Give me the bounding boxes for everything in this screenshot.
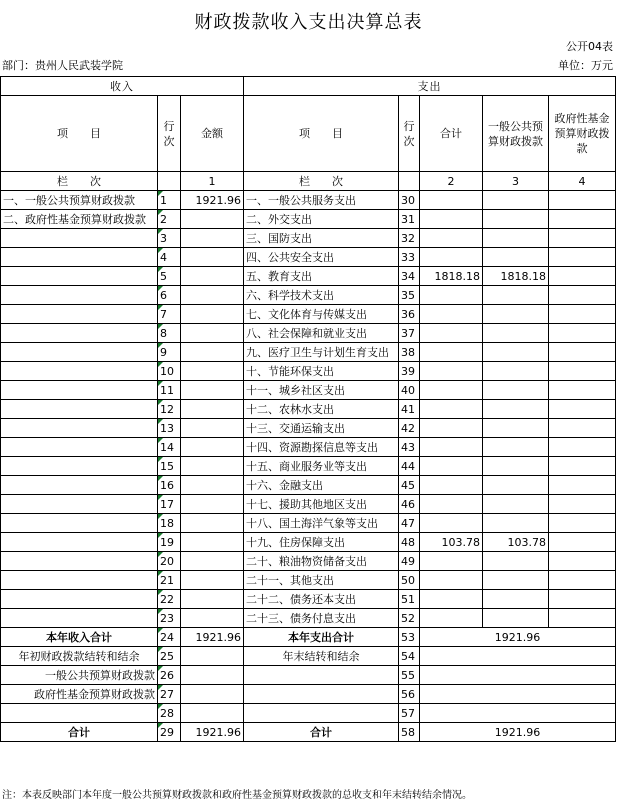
expense-row-no: 32	[399, 229, 420, 248]
carry-income-row-no: 28	[158, 704, 181, 723]
table-row	[1, 514, 616, 533]
income-row-no: 6	[158, 286, 181, 305]
expense-row-no: 35	[399, 286, 420, 305]
income-row-no: 5	[158, 267, 181, 286]
income-amount	[181, 590, 244, 609]
year-total-row	[1, 628, 616, 647]
expense-general	[483, 571, 549, 590]
col-index-general: 3	[483, 172, 549, 191]
income-item	[1, 305, 158, 324]
expense-general	[483, 210, 549, 229]
expense-row-no: 37	[399, 324, 420, 343]
carry-income-item	[1, 704, 158, 723]
expense-total-label: 本年支出合计	[244, 628, 399, 647]
income-item	[1, 438, 158, 457]
income-item	[1, 590, 158, 609]
income-row-no: 12	[158, 400, 181, 419]
expense-item: 十五、商业服务业等支出	[244, 457, 399, 476]
income-item	[1, 609, 158, 628]
expense-general	[483, 400, 549, 419]
grand-total-income-label: 合计	[1, 723, 158, 742]
table-row	[1, 438, 616, 457]
income-row-no: 14	[158, 438, 181, 457]
income-amount	[181, 514, 244, 533]
table-row	[1, 609, 616, 628]
expense-general	[483, 305, 549, 324]
expense-gov-fund	[549, 400, 616, 419]
income-amount	[181, 210, 244, 229]
expense-gov-fund	[549, 438, 616, 457]
expense-total	[420, 552, 483, 571]
income-item	[1, 514, 158, 533]
income-amount	[181, 381, 244, 400]
income-amount	[181, 609, 244, 628]
income-item	[1, 571, 158, 590]
expense-item: 五、教育支出	[244, 267, 399, 286]
expense-gov-fund	[549, 514, 616, 533]
grand-total-expense-row-no: 58	[399, 723, 420, 742]
table-row	[1, 495, 616, 514]
grand-total-income-amount: 1921.96	[181, 723, 244, 742]
expense-item: 十六、金融支出	[244, 476, 399, 495]
expense-general	[483, 362, 549, 381]
expense-item: 二十一、其他支出	[244, 571, 399, 590]
expense-row-no: 51	[399, 590, 420, 609]
grand-total-row	[1, 723, 616, 742]
expense-item: 一、一般公共服务支出	[244, 191, 399, 210]
report-title: 财政拨款收入支出决算总表	[194, 12, 423, 33]
carry-expense-total	[420, 666, 616, 685]
expense-item: 二十三、债务付息支出	[244, 609, 399, 628]
expense-general	[483, 229, 549, 248]
expense-item: 十一、城乡社区支出	[244, 381, 399, 400]
col-index-exp-item: 栏 次	[244, 172, 399, 191]
table-row	[1, 419, 616, 438]
income-item	[1, 229, 158, 248]
expense-total: 1818.18	[420, 267, 483, 286]
income-row-no: 19	[158, 533, 181, 552]
expense-row-no: 52	[399, 609, 420, 628]
expense-total-value: 1921.96	[420, 628, 616, 647]
expense-item: 九、医疗卫生与计划生育支出	[244, 343, 399, 362]
carry-expense-row-no: 56	[399, 685, 420, 704]
expense-general: 1818.18	[483, 267, 549, 286]
expense-gov-fund	[549, 495, 616, 514]
expense-total-row-no: 53	[399, 628, 420, 647]
expense-total	[420, 305, 483, 324]
income-item	[1, 381, 158, 400]
income-item	[1, 552, 158, 571]
income-item	[1, 495, 158, 514]
table-row	[1, 210, 616, 229]
income-amount	[181, 343, 244, 362]
expense-item: 十二、农林水支出	[244, 400, 399, 419]
carry-expense-item: 年末结转和结余	[244, 647, 399, 666]
expense-gov-fund	[549, 419, 616, 438]
expense-total	[420, 590, 483, 609]
table-row	[1, 571, 616, 590]
footnote: 注：本表反映部门本年度一般公共预算财政拨款和政府性基金预算财政拨款的总收支和年末结转结余情况。	[2, 790, 472, 801]
table-row	[1, 191, 616, 210]
income-amount	[181, 457, 244, 476]
expense-item: 二十二、债务还本支出	[244, 590, 399, 609]
income-item	[1, 267, 158, 286]
income-total-row-no: 24	[158, 628, 181, 647]
income-amount	[181, 305, 244, 324]
grand-total-expense-value: 1921.96	[420, 723, 616, 742]
carry-row	[1, 666, 616, 685]
income-item: 二、政府性基金预算财政拨款	[1, 210, 158, 229]
income-amount: 1921.96	[181, 191, 244, 210]
expense-gov-fund	[549, 229, 616, 248]
carry-expense-item	[244, 685, 399, 704]
income-row-no: 2	[158, 210, 181, 229]
table-row	[1, 457, 616, 476]
income-row-no: 21	[158, 571, 181, 590]
income-item	[1, 400, 158, 419]
expense-general	[483, 286, 549, 305]
expense-general	[483, 514, 549, 533]
expense-gov-fund	[549, 210, 616, 229]
expense-row-no: 34	[399, 267, 420, 286]
income-item	[1, 476, 158, 495]
carry-income-amount	[181, 685, 244, 704]
expense-row-no: 42	[399, 419, 420, 438]
income-item	[1, 248, 158, 267]
expense-gov-fund	[549, 552, 616, 571]
income-amount	[181, 324, 244, 343]
expense-item: 四、公共安全支出	[244, 248, 399, 267]
budget-table	[0, 76, 616, 742]
grand-total-income-row-no: 29	[158, 723, 181, 742]
expense-total: 103.78	[420, 533, 483, 552]
expense-row-no: 46	[399, 495, 420, 514]
grand-total-expense-label: 合计	[244, 723, 399, 742]
expense-gov-fund	[549, 267, 616, 286]
expense-item: 二、外交支出	[244, 210, 399, 229]
carry-income-row-no: 25	[158, 647, 181, 666]
carry-expense-total	[420, 647, 616, 666]
income-item: 一、一般公共预算财政拨款	[1, 191, 158, 210]
expense-general	[483, 495, 549, 514]
income-item	[1, 343, 158, 362]
expense-total	[420, 286, 483, 305]
income-row-no: 7	[158, 305, 181, 324]
carry-income-row-no: 27	[158, 685, 181, 704]
income-section-header: 收入	[1, 77, 244, 96]
income-item	[1, 533, 158, 552]
income-total-label: 本年收入合计	[1, 628, 158, 647]
expense-total	[420, 324, 483, 343]
carry-row	[1, 704, 616, 723]
income-row-no: 11	[158, 381, 181, 400]
income-row-no: 3	[158, 229, 181, 248]
income-amount	[181, 362, 244, 381]
expense-row-no: 44	[399, 457, 420, 476]
expense-general	[483, 324, 549, 343]
expense-gov-fund	[549, 533, 616, 552]
expense-item: 十九、住房保障支出	[244, 533, 399, 552]
col-index-blank	[158, 172, 181, 191]
income-amount	[181, 552, 244, 571]
expense-total	[420, 229, 483, 248]
expense-total	[420, 191, 483, 210]
carry-income-item: 政府性基金预算财政拨款	[1, 685, 158, 704]
expense-total	[420, 419, 483, 438]
expense-gov-fund	[549, 324, 616, 343]
income-row-no: 23	[158, 609, 181, 628]
expense-row-no: 43	[399, 438, 420, 457]
carry-expense-item	[244, 666, 399, 685]
income-row-no: 9	[158, 343, 181, 362]
expense-row-no: 40	[399, 381, 420, 400]
table-row	[1, 286, 616, 305]
income-amount	[181, 533, 244, 552]
income-item	[1, 419, 158, 438]
table-row	[1, 362, 616, 381]
expense-total	[420, 210, 483, 229]
expense-general	[483, 476, 549, 495]
table-row	[1, 229, 616, 248]
expense-row-no: 30	[399, 191, 420, 210]
expense-gov-fund	[549, 286, 616, 305]
income-item	[1, 286, 158, 305]
income-item	[1, 362, 158, 381]
expense-total	[420, 495, 483, 514]
expense-item: 十七、援助其他地区支出	[244, 495, 399, 514]
income-row-no: 13	[158, 419, 181, 438]
expense-row-no: 41	[399, 400, 420, 419]
expense-item: 二十、粮油物资储备支出	[244, 552, 399, 571]
expense-row-no: 50	[399, 571, 420, 590]
expense-general: 103.78	[483, 533, 549, 552]
expense-total	[420, 609, 483, 628]
expense-gov-fund	[549, 381, 616, 400]
expense-general	[483, 343, 549, 362]
expense-gov-fund	[549, 609, 616, 628]
header-gov-fund: 政府性基金预算财政拨款	[549, 96, 616, 172]
expense-total	[420, 457, 483, 476]
income-item	[1, 457, 158, 476]
carry-income-row-no: 26	[158, 666, 181, 685]
expense-gov-fund	[549, 343, 616, 362]
expense-gov-fund	[549, 476, 616, 495]
carry-income-amount	[181, 704, 244, 723]
expense-general	[483, 191, 549, 210]
carry-income-amount	[181, 647, 244, 666]
expense-total	[420, 571, 483, 590]
expense-gov-fund	[549, 571, 616, 590]
income-row-no: 16	[158, 476, 181, 495]
expense-item: 十四、资源勘探信息等支出	[244, 438, 399, 457]
table-row	[1, 324, 616, 343]
department-label: 部门：贵州人民武装学院	[2, 59, 123, 72]
expense-row-no: 48	[399, 533, 420, 552]
expense-total	[420, 343, 483, 362]
expense-row-no: 45	[399, 476, 420, 495]
expense-row-no: 39	[399, 362, 420, 381]
expense-general	[483, 609, 549, 628]
income-row-no: 1	[158, 191, 181, 210]
expense-gov-fund	[549, 305, 616, 324]
income-row-no: 15	[158, 457, 181, 476]
income-amount	[181, 571, 244, 590]
expense-row-no: 36	[399, 305, 420, 324]
carry-row	[1, 685, 616, 704]
expense-item: 十、节能环保支出	[244, 362, 399, 381]
income-amount	[181, 419, 244, 438]
header-expense-item: 项 目	[244, 96, 399, 172]
carry-expense-total	[420, 704, 616, 723]
carry-income-item: 一般公共预算财政拨款	[1, 666, 158, 685]
col-index-gov: 4	[549, 172, 616, 191]
income-amount	[181, 286, 244, 305]
expense-gov-fund	[549, 191, 616, 210]
expense-gov-fund	[549, 362, 616, 381]
income-row-no: 18	[158, 514, 181, 533]
expense-row-no: 47	[399, 514, 420, 533]
expense-total	[420, 476, 483, 495]
expense-general	[483, 248, 549, 267]
income-amount	[181, 267, 244, 286]
header-total: 合计	[420, 96, 483, 172]
income-amount	[181, 248, 244, 267]
carry-expense-row-no: 55	[399, 666, 420, 685]
income-amount	[181, 229, 244, 248]
table-row	[1, 343, 616, 362]
income-row-no: 4	[158, 248, 181, 267]
expense-section-header: 支出	[244, 77, 616, 96]
carry-expense-row-no: 57	[399, 704, 420, 723]
income-total-amount: 1921.96	[181, 628, 244, 647]
col-index-exp-blank	[399, 172, 420, 191]
income-amount	[181, 476, 244, 495]
carry-expense-total	[420, 685, 616, 704]
expense-general	[483, 590, 549, 609]
expense-general	[483, 419, 549, 438]
unit-label: 单位：万元	[558, 59, 613, 72]
expense-total	[420, 362, 483, 381]
carry-expense-item	[244, 704, 399, 723]
table-row	[1, 248, 616, 267]
expense-item: 三、国防支出	[244, 229, 399, 248]
expense-row-no: 31	[399, 210, 420, 229]
col-index-amount: 1	[181, 172, 244, 191]
expense-row-no: 33	[399, 248, 420, 267]
table-row	[1, 305, 616, 324]
header-expense-row-no: 行次	[399, 96, 420, 172]
table-row	[1, 476, 616, 495]
header-income-row-no: 行次	[158, 96, 181, 172]
expense-total	[420, 438, 483, 457]
income-amount	[181, 438, 244, 457]
expense-general	[483, 457, 549, 476]
col-index-item: 栏 次	[1, 172, 158, 191]
table-row	[1, 400, 616, 419]
table-row	[1, 590, 616, 609]
expense-row-no: 49	[399, 552, 420, 571]
table-row	[1, 552, 616, 571]
expense-item: 十八、国土海洋气象等支出	[244, 514, 399, 533]
income-row-no: 10	[158, 362, 181, 381]
income-row-no: 17	[158, 495, 181, 514]
expense-total	[420, 514, 483, 533]
header-general-budget: 一般公共预算财政拨款	[483, 96, 549, 172]
table-row	[1, 533, 616, 552]
expense-item: 六、科学技术支出	[244, 286, 399, 305]
income-row-no: 8	[158, 324, 181, 343]
table-row	[1, 267, 616, 286]
header-amount: 金额	[181, 96, 244, 172]
income-amount	[181, 400, 244, 419]
expense-general	[483, 381, 549, 400]
expense-gov-fund	[549, 248, 616, 267]
expense-total	[420, 400, 483, 419]
expense-item: 十三、交通运输支出	[244, 419, 399, 438]
expense-item: 七、文化体育与传媒支出	[244, 305, 399, 324]
expense-item: 八、社会保障和就业支出	[244, 324, 399, 343]
col-index-total: 2	[420, 172, 483, 191]
expense-gov-fund	[549, 457, 616, 476]
income-row-no: 22	[158, 590, 181, 609]
expense-total	[420, 248, 483, 267]
expense-gov-fund	[549, 590, 616, 609]
carry-income-item: 年初财政拨款结转和结余	[1, 647, 158, 666]
income-item	[1, 324, 158, 343]
table-row	[1, 381, 616, 400]
header-income-item: 项 目	[1, 96, 158, 172]
expense-general	[483, 552, 549, 571]
carry-row	[1, 647, 616, 666]
expense-row-no: 38	[399, 343, 420, 362]
income-row-no: 20	[158, 552, 181, 571]
expense-general	[483, 438, 549, 457]
carry-income-amount	[181, 666, 244, 685]
table-code: 公开04表	[566, 40, 613, 53]
expense-total	[420, 381, 483, 400]
carry-expense-row-no: 54	[399, 647, 420, 666]
income-amount	[181, 495, 244, 514]
